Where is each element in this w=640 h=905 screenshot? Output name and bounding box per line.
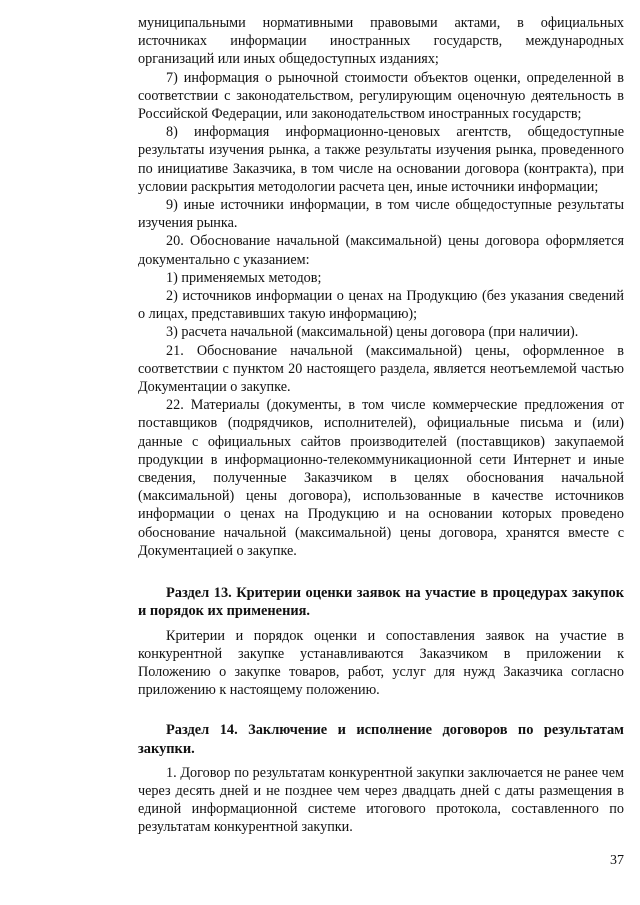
paragraph-20-item-1: 1) применяемых методов; (166, 269, 322, 286)
paragraph-20-item-3: 3) расчета начальной (максимальной) цены договора (при наличии). (166, 324, 579, 341)
page-number: 37 (610, 853, 624, 868)
paragraph-20: 20. Обоснование начальной (максимальной) цены договора оформляется документально с указанием: (138, 233, 624, 268)
paragraph-item-8: 8) информация информационно-ценовых агентств, общедоступные результаты изучения рынка, а также результаты изучения рынка, проведенного по инициативе Заказчика, в том числе на основании договора (контракта), при условии раскрытия методологии расчета цен, иные источники информации; (138, 124, 624, 195)
paragraph-20-item-2: 2) источников информации о ценах на Продукцию (без указания сведений о лицах, представивших такую информацию); (138, 288, 624, 323)
section-14-text: 1. Договор по результатам конкурентной закупки заключается не ранее чем через десять дней и не позднее чем через двадцать дней с даты размещения в единой информационной системе итогового протокола, составленного по результатам конкурентной закупки. (138, 764, 624, 836)
document-body (138, 14, 624, 837)
paragraph-item-7: 7) информация о рыночной стоимости объектов оценки, определенной в соответствии с законодательством, регулирующим оценочную деятельность в Российской Федерации, или законодательством иностранных государств; (138, 69, 624, 123)
paragraph-continuation: муниципальными нормативными правовыми актами, в официальных источниках информации иностранных государств, международных организаций или иных общедоступных изданиях; (138, 15, 624, 68)
section-13-heading: Раздел 13. Критерии оценки заявок на участие в процедурах закупок и порядок их применения. (138, 585, 624, 620)
paragraph-22: 22. Материалы (документы, в том числе коммерческие предложения от поставщиков (подрядчиков, исполнителей), официальные письма и (или) данные с официальных сайтов производителей (поставщиков) закупаемой продукции в информационно-телекоммуникационной сети Интернет и иные сведения, полученные Заказчиком в целях обоснования начальной (максимальной) цены договора), использованные в качестве источников информации о ценах на Продукцию и на основании которых проведено обоснование начальной (максимальной) цены договора, хранятся вместе с Документацией о закупке. (138, 397, 624, 559)
paragraph-item-9: 9) иные источники информации, в том числе общедоступные результаты изучения рынка. (138, 197, 624, 232)
section-13-text: Критерии и порядок оценки и сопоставления заявок на участие в конкурентной закупке устанавливаются Заказчиком в приложении к Положению о закупке товаров, работ, услуг для нужд Заказчика согласно приложению к настоящему положению. (138, 627, 624, 699)
paragraph-21: 21. Обоснование начальной (максимальной) цены, оформленное в соответствии с пунктом 20 настоящего раздела, является неотъемлемой частью Документации о закупке. (138, 342, 624, 396)
section-14-heading: Раздел 14. Заключение и исполнение договоров по результатам закупки. (138, 722, 624, 757)
